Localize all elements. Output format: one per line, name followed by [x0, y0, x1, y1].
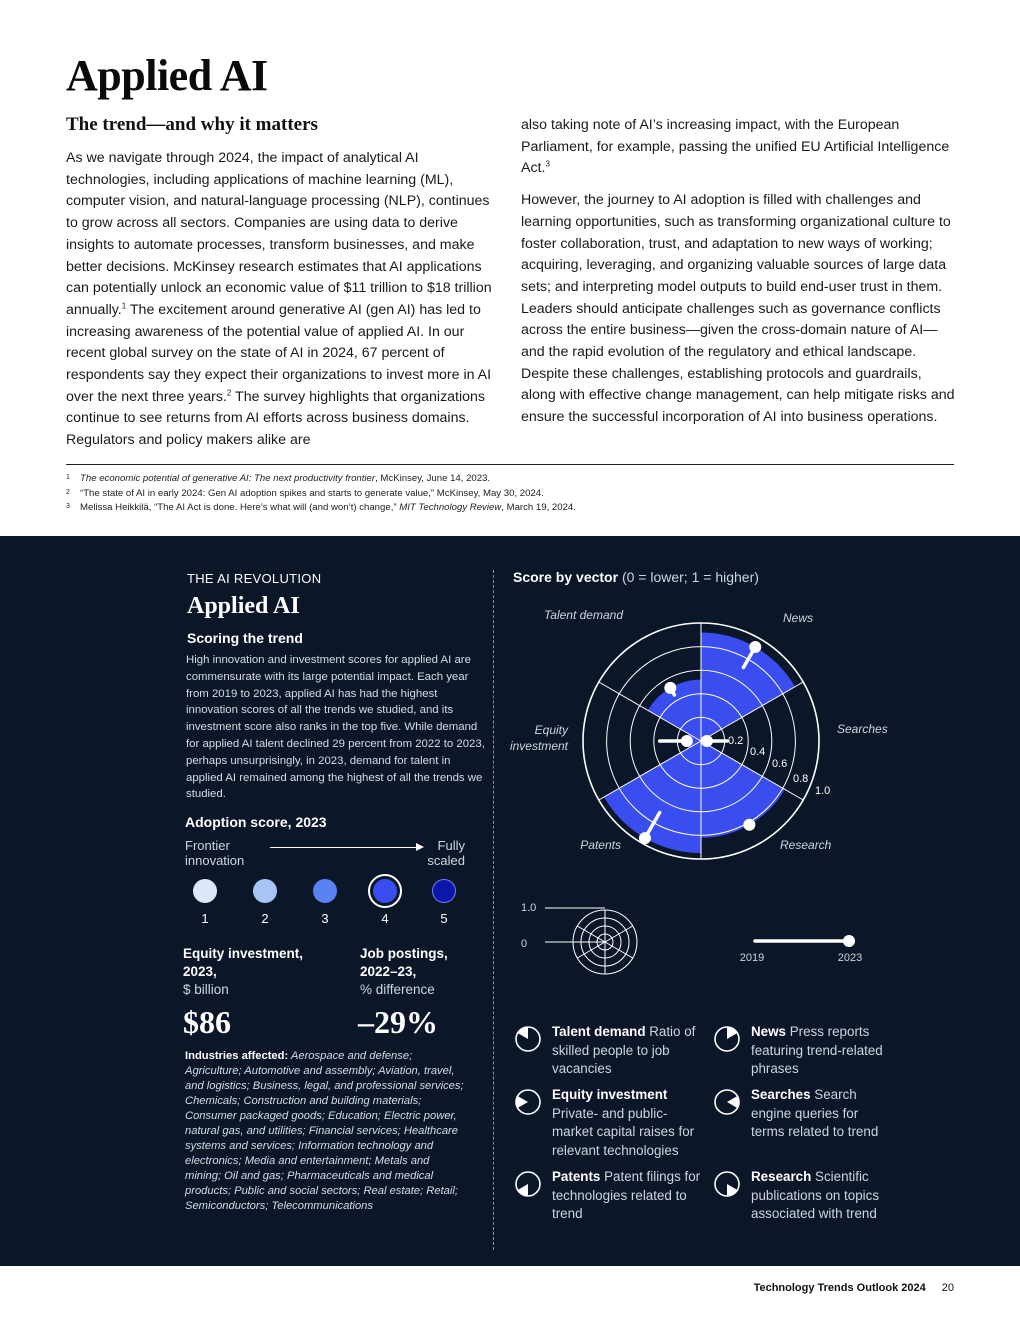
- legend-item-patents: Patents Patent filings for technologies related to trend: [552, 1169, 701, 1221]
- scoring-description: High innovation and investment scores for applied AI are commensurate with its large potential impact. Each year from 2019 to 2023, applied AI has had the highest innovation scores of all the trends we studied, and its investment score also ranks in the top five. While demand for applied AI talent declined 29 percent from 2022 to 2023, perhaps unsurprisingly, in 2023, demand for talent in applied AI remained among the highest of all the trends we studied.: [186, 654, 485, 801]
- key-trend-endpoint: [843, 935, 855, 947]
- category-label-3: Research: [780, 838, 832, 852]
- patents-icon: [514, 1170, 542, 1198]
- trend-endpoint-1: [749, 641, 761, 653]
- page-footer: Technology Trends Outlook 2024 20: [753, 1282, 954, 1294]
- left-paragraph: As we navigate through 2024, the impact of analytical AI technologies, including applications of machine learning (ML), computer vision, and natural-language processing (NLP), continues to grow across all sectors. Companies are using data to derive insights to automate processes, transform businesses, and make better decisions. McKinsey research estimates that AI applications can potentially unlock an economic value of $11 trillion to $18 trillion annually.$^1$ The excitement around generative AI (gen AI) has led to increasing awareness of the potential value of applied AI. In our recent global survey on the state of AI in 2024, 67 percent of respondents say they expect their organizations to invest more in AI over the next three years.$^2$ The survey highlights that organizations continue to see returns from AI efforts across business domains. Regulators and policy makers alike are: [66, 150, 492, 449]
- score-polar-chart: [0, 536, 1020, 1266]
- wedge-news: [701, 632, 795, 741]
- footnote-1: 1 The economic potential of generative AI: The next productivity frontier, McKinsey, June 14, 2023.: [66, 473, 491, 484]
- talent-demand-icon: [514, 1025, 542, 1053]
- equity-investment-icon: [514, 1088, 542, 1116]
- ring-tick-5: 1.0: [815, 785, 831, 797]
- category-label-6: Talent demand: [544, 608, 623, 622]
- job-postings-label: Job postings, 2022–23, % difference: [360, 946, 448, 997]
- category-label-5-line-1: Equity: [534, 723, 568, 737]
- adoption-title: Adoption score, 2023: [185, 814, 327, 830]
- ring-tick-1: 0.2: [728, 735, 744, 747]
- footnote-3: 3 Melissa Heikkilä, “The AI Act is done. Here’s what will (and won’t) change,” MIT Technology Review, March 19, 2024.: [66, 502, 576, 513]
- scoring-title: Scoring the trend: [187, 630, 303, 646]
- trend-endpoint-6: [664, 682, 676, 694]
- adoption-level-3: 3: [321, 911, 329, 926]
- category-label-2: Searches: [837, 722, 888, 736]
- footnote-2: 2 “The state of AI in early 2024: Gen AI adoption spikes and starts to generate value,” McKinsey, May 30, 2024.: [66, 487, 544, 499]
- ring-tick-2: 0.4: [750, 746, 766, 758]
- wedge-patents: [604, 741, 701, 853]
- adoption-level-2: 2: [261, 911, 269, 926]
- right-paragraph-2: However, the journey to AI adoption is filled with challenges and learning opportunities, such as transforming organizational culture to foster collaboration, trust, and adaptation to new ways of working; acquiring, leveraging, and organizing valuable sources of large data sets; and interpreting model outputs to build end-user trust in them. Leaders should anticipate challenges such as governance conflicts across the entire business—given the cross-domain nature of AI—and the rapid evolution of the regulatory and ethical landscape. Despite these challenges, establishing protocols and guardrails, along with effective change management, can help mitigate risks and ensure the successful incorporation of AI into business operations.: [521, 192, 955, 426]
- section-subhead: The trend—and why it matters: [66, 114, 318, 135]
- page-title: Applied AI: [66, 51, 268, 100]
- key-end-year: 2023: [837, 952, 863, 964]
- category-label-5-line-2: investment: [509, 739, 568, 753]
- key-y-top: 1.0: [521, 902, 537, 914]
- adoption-left-label: Frontier innovation: [185, 838, 245, 868]
- legend-item-searches: Searches Search engine queries for terms related to trend: [751, 1087, 879, 1139]
- news-icon: [713, 1025, 741, 1053]
- article-column-left: [66, 148, 498, 462]
- trend-scorecard-panel: [0, 536, 1020, 1266]
- panel-title: Applied AI: [187, 593, 300, 619]
- equity-investment-value: $86: [183, 1004, 231, 1040]
- ring-tick-3: 0.6: [772, 758, 788, 770]
- legend-item-talent-demand: Talent demand Ratio of skilled people to job vacancies: [552, 1024, 696, 1076]
- wedge-research: [701, 741, 788, 838]
- trend-endpoint-3: [743, 819, 755, 831]
- adoption-level-4: 4: [381, 911, 389, 926]
- legend-item-equity-investment: Equity investment Private- and public-market capital raises for relevant technologies: [552, 1087, 695, 1158]
- key-y-bottom: 0: [521, 938, 528, 950]
- category-label-4: Patents: [580, 838, 621, 852]
- equity-investment-label: Equity investment, 2023, $ billion: [183, 946, 304, 997]
- research-icon: [713, 1170, 741, 1198]
- right-paragraph-1: also taking note of AI’s increasing impact, with the European Parliament, for example, passing the unified EU Artificial Intelligence Act.$^3$: [521, 117, 950, 177]
- page-number: 20: [941, 1282, 954, 1294]
- searches-icon: [713, 1088, 741, 1116]
- chart-title: Score by vector (0 = lower; 1 = higher): [513, 569, 759, 585]
- trend-endpoint-4: [639, 832, 651, 844]
- trend-endpoint-2: [701, 735, 713, 747]
- legend-item-research: Research Scientific publications on topics associated with trend: [751, 1169, 880, 1221]
- industries-affected: Industries affected: Aerospace and defense; Agriculture; Automotive and assembly; Aviation, travel, and logistics; Business, legal, and professional services; Chemicals; Construction and building materials; Consumer packaged goods; Education; Electric power, natural gas, and utilities; Financial services; Healthcare systems and services; Information technology and electronics; Media and entertainment; Metals and mining; Oil and gas; Pharmaceuticals and medical products; Public and social sectors; Real estate; Retail; Semiconductors; Telecommunications: [185, 1050, 464, 1212]
- adoption-level-5: 5: [440, 911, 448, 926]
- key-start-year: 2019: [739, 952, 765, 964]
- job-postings-value: –29%: [358, 1004, 438, 1040]
- ring-tick-4: 0.8: [793, 773, 809, 785]
- adoption-right-label: Fully scaled: [427, 838, 465, 868]
- panel-kicker: THE AI REVOLUTION: [187, 571, 322, 586]
- legend-item-news: News Press reports featuring trend-related phrases: [751, 1024, 883, 1076]
- footnote-rule: [66, 464, 954, 465]
- trend-endpoint-5: [681, 735, 693, 747]
- footnotes: [66, 472, 954, 516]
- article-column-right: [521, 115, 955, 439]
- category-label-1: News: [783, 611, 814, 625]
- adoption-level-1: 1: [201, 911, 209, 926]
